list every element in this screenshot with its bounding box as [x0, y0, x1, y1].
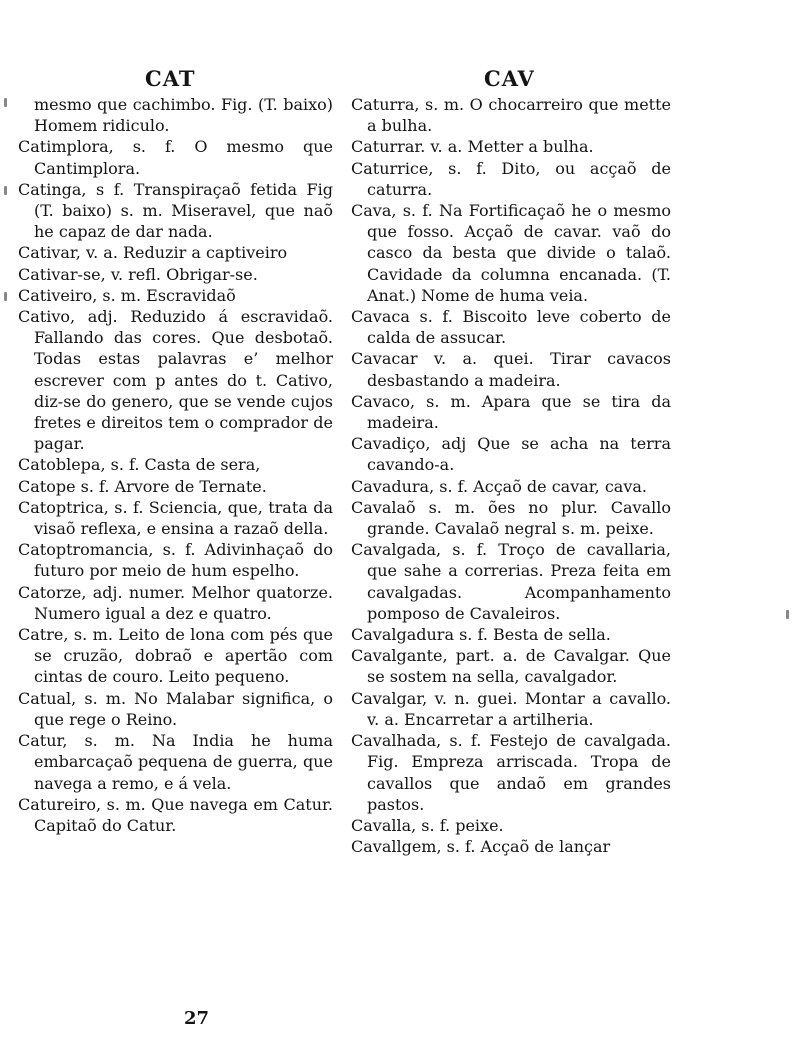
dictionary-entry: Catur, s. m. Na India he huma embarcaçaõ pequena de guerra, que navega a remo, e á vela.	[18, 731, 333, 793]
dictionary-entry: Cavallgem, s. f. Acçaõ de lançar	[351, 837, 611, 857]
dictionary-entry: Caturra, s. m. O chocarreiro que mette a bulha.	[351, 95, 671, 136]
dictionary-entry: Cativar, v. a. Reduzir a captiveiro	[18, 243, 288, 263]
right-running-head: CAV	[484, 66, 535, 91]
dictionary-entry: Cavalgadura s. f. Besta de sella.	[351, 625, 611, 645]
left-column	[18, 94, 333, 836]
dictionary-entry: Cavaco, s. m. Apara que se tira da madeira.	[351, 391, 671, 433]
dictionary-entry: Cavalgar, v. n. guei. Montar a cavallo. v. a. Encarretar a artilheria.	[351, 688, 671, 729]
dictionary-entry: Cavadiço, adj Que se acha na terra cavando-a.	[351, 434, 671, 475]
dictionary-entry: Catre, s. m. Leito de lona com pés que se cruzão, dobraõ e apertão com cintas de couro. Leito pequeno.	[18, 625, 333, 687]
dictionary-entry: Cava, s. f. Na Fortificaçaõ he o mesmo que fosso. Acçaõ de cavar. vaõ do casco da besta que divide o talaõ. Cavidade da columna encanada. (T. Anat.) Nome de huma veia.	[351, 201, 671, 305]
dictionary-entry: Catope s. f. Arvore de Ternate.	[18, 476, 267, 496]
dictionary-entry: Cavalaõ s. m. ões no plur. Cavallo grande. Cavalaõ negral s. m. peixe.	[351, 497, 671, 539]
dictionary-entry: Catinga, s f. Transpiraçaõ fetida Fig (T. baixo) s. m. Miseravel, que naõ he capaz de dar nada.	[18, 179, 333, 242]
dictionary-entry: Caturrice, s. f. Dito, ou acçaõ de caturra.	[351, 158, 671, 199]
dictionary-entry: Catoptrica, s. f. Sciencia, que, trata da visaõ reflexa, e ensina a razaõ della.	[18, 497, 333, 539]
dictionary-entry: Catoptromancia, s. f. Adivinhaçaõ do futuro por meio de hum espelho.	[18, 540, 333, 581]
right-column	[351, 94, 671, 857]
dictionary-entry: Catorze, adj. numer. Melhor quatorze. Numero igual a dez e quatro.	[18, 582, 333, 623]
dictionary-entry: Cavalgante, part. a. de Cavalgar. Que se sostem na sella, cavalgador.	[351, 646, 671, 687]
dictionary-entry: Catual, s. m. No Malabar significa, o que rege o Reino.	[18, 688, 333, 729]
dictionary-entry: Cativeiro, s. m. Escravidaõ	[18, 285, 236, 305]
dictionary-entry: Cavacar v. a. quei. Tirar cavacos desbastando a madeira.	[351, 349, 671, 390]
dictionary-entry: Cativo, adj. Reduzido á escravidaõ. Fallando das cores. Que desbotaõ. Todas estas palavras e’ melhor escrever com p antes do t. Cativo, diz-se do genero, que se vende cujos fretes e direitos tem o comprador de pagar.	[18, 307, 333, 454]
margin-mark	[786, 610, 789, 619]
dictionary-entry: mesmo que cachimbo. Fig. (T. baixo) Homem ridiculo.	[34, 95, 333, 136]
dictionary-entry: Cavalla, s. f. peixe.	[351, 815, 504, 835]
margin-mark	[4, 292, 7, 301]
dictionary-entry: Cavalhada, s. f. Festejo de cavalgada. Fig. Empreza arriscada. Tropa de cavallos que andaõ em grandes pastos.	[351, 731, 671, 814]
dictionary-entry: Cavadura, s. f. Acçaõ de cavar, cava.	[351, 476, 648, 496]
margin-mark	[4, 186, 7, 195]
margin-mark	[4, 98, 7, 107]
dictionary-entry: Catimplora, s. f. O mesmo que Cantimplora.	[18, 137, 333, 178]
page-number: 27	[184, 1008, 210, 1029]
dictionary-entry: Cavalgada, s. f. Troço de cavallaria, que sahe a correrias. Preza feita em cavalgadas. Acompanhamento pomposo de Cavaleiros.	[351, 540, 671, 623]
dictionary-entry: Caturrar. v. a. Metter a bulha.	[351, 137, 594, 157]
dictionary-entry: Catoblepa, s. f. Casta de sera,	[18, 455, 261, 475]
left-running-head: CAT	[145, 66, 196, 91]
dictionary-entry: Catureiro, s. m. Que navega em Catur. Capitaõ do Catur.	[18, 794, 333, 835]
dictionary-entry: Cativar-se, v. refl. Obrigar-se.	[18, 264, 258, 284]
dictionary-entry: Cavaca s. f. Biscoito leve coberto de calda de assucar.	[351, 307, 671, 348]
